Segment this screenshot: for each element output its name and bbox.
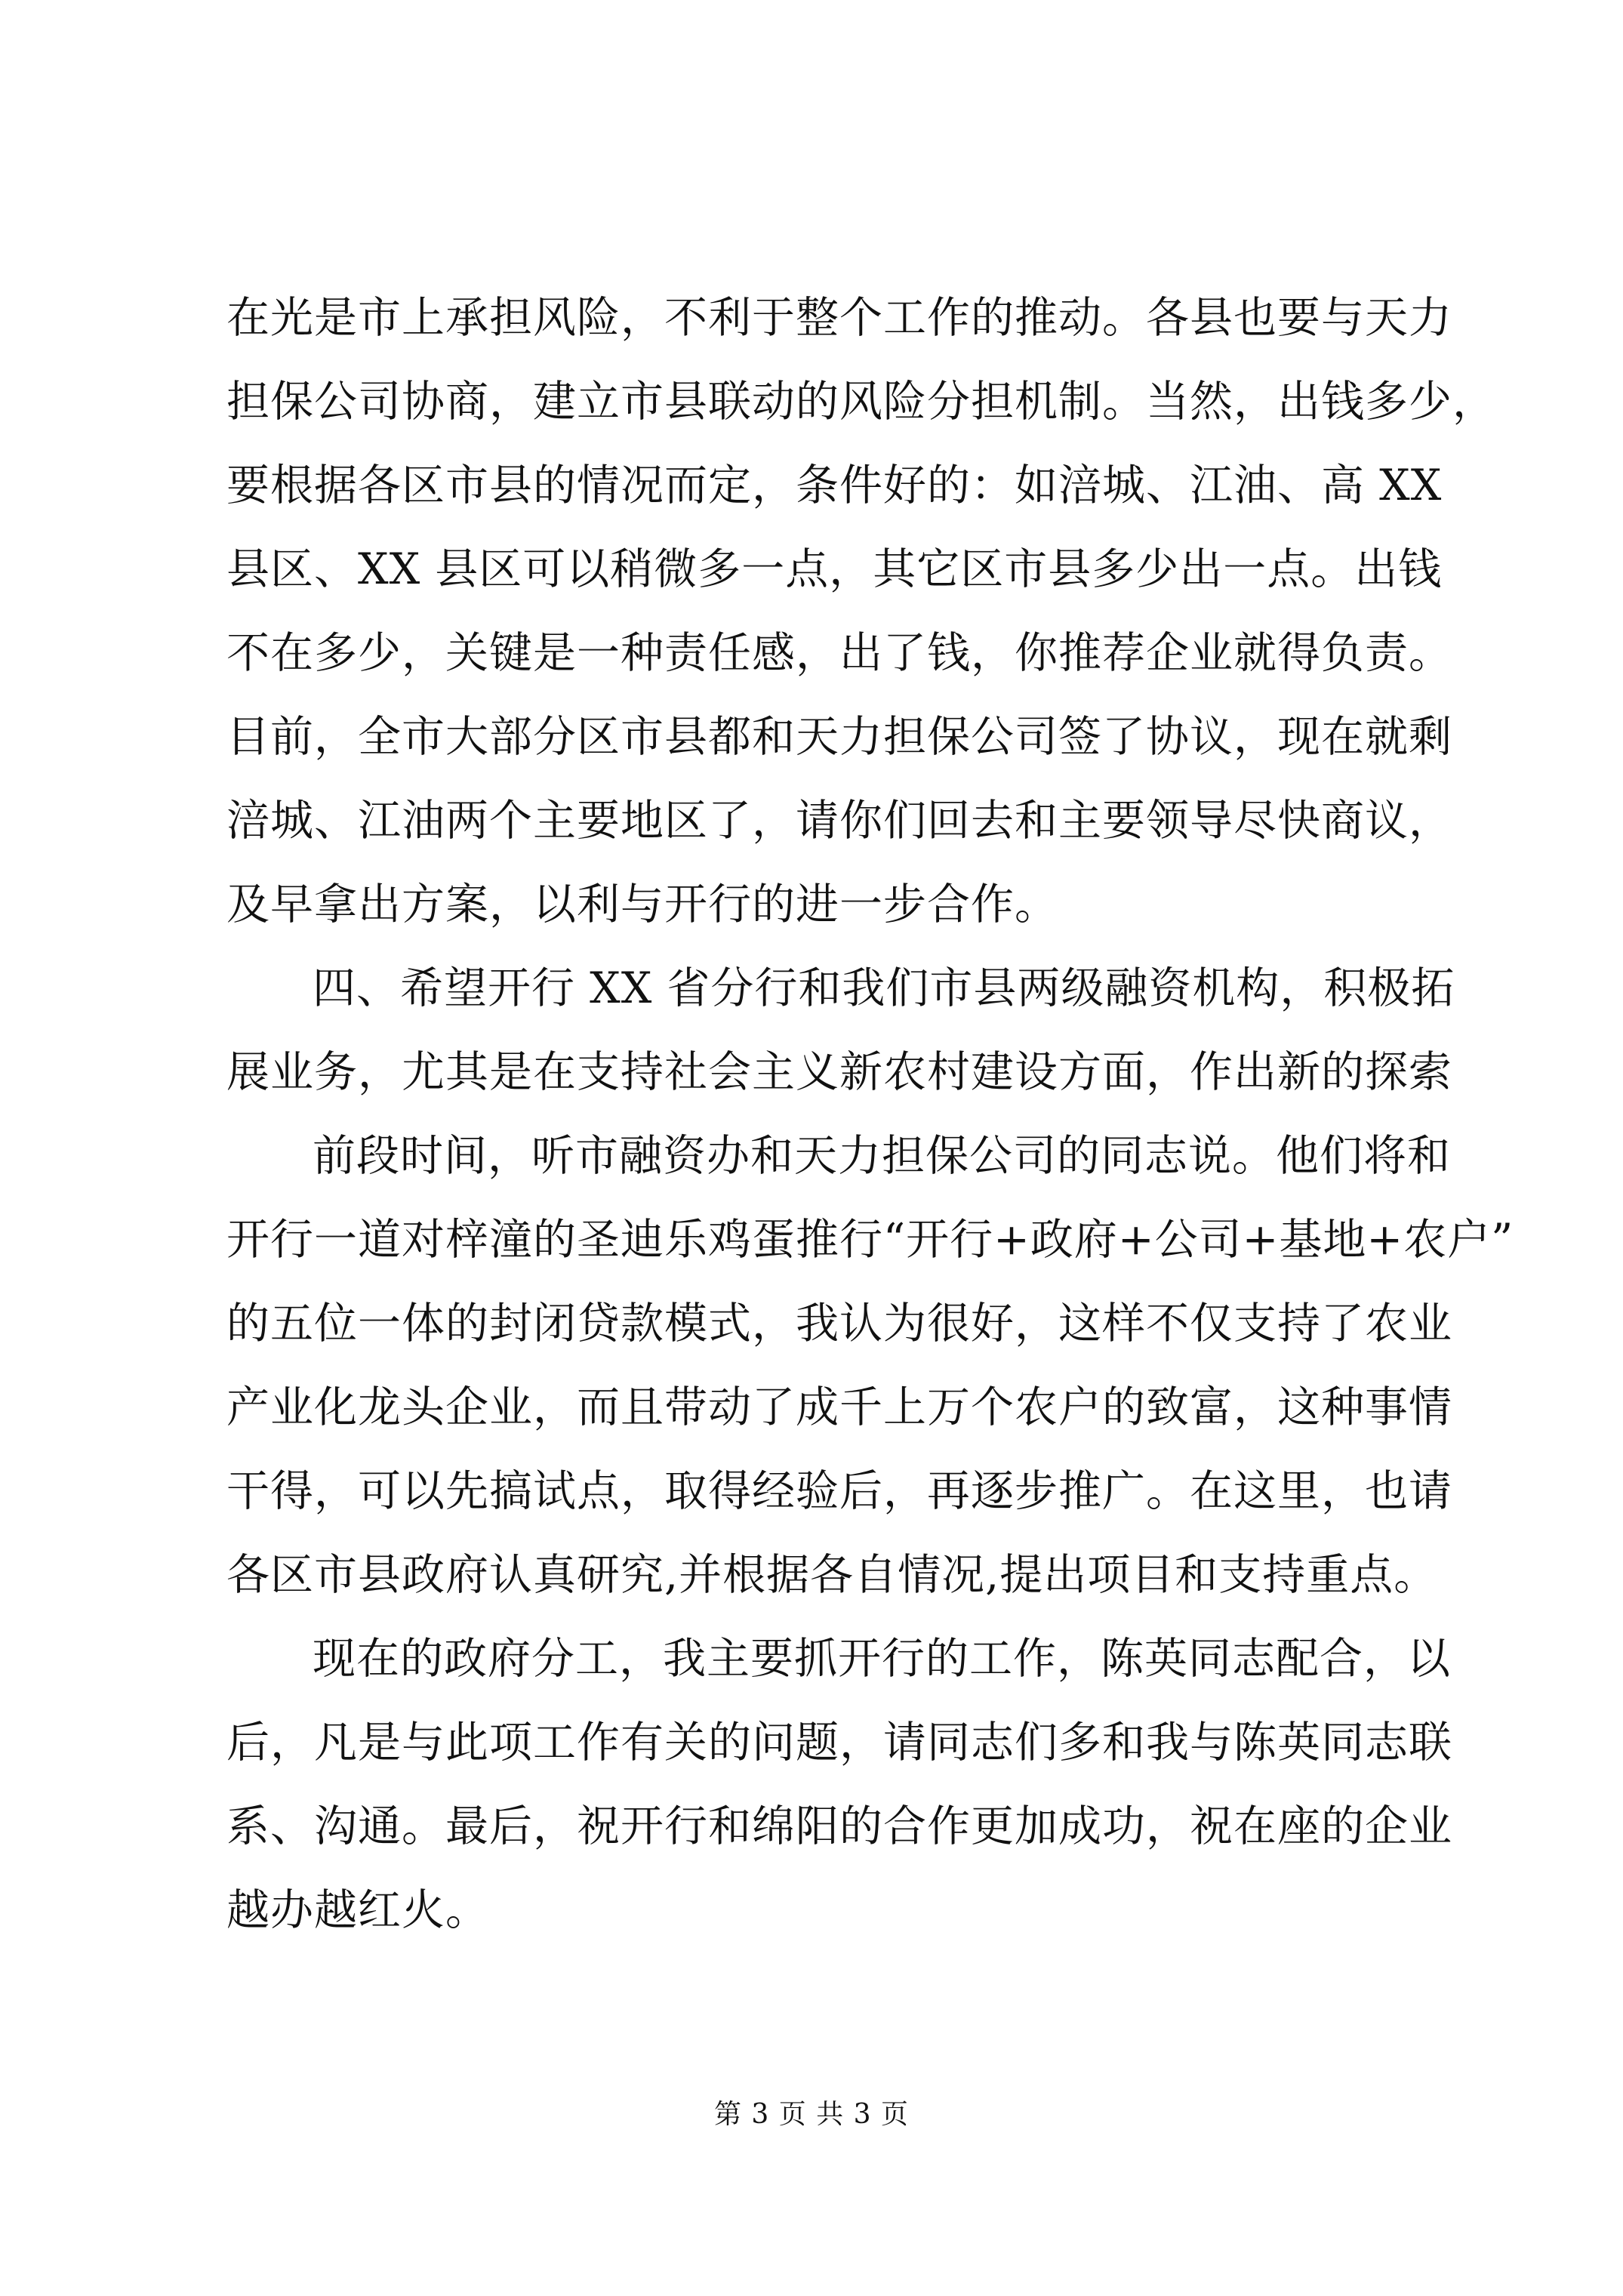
text-line: 后，凡是与此项工作有关的问题，请同志们多和我与陈英同志联	[226, 1718, 1452, 1767]
text-line: 的五位一体的封闭贷款模式，我认为很好，这样不仅支持了农业	[226, 1299, 1452, 1348]
text-line: 不在多少，关键是一种责任感，出了钱，你推荐企业就得负责。	[226, 628, 1452, 678]
text-line: 在光是市上承担风险，不利于整个工作的推动。各县也要与天力	[226, 293, 1452, 343]
text-line: 系、沟通。最后，祝开行和绵阳的合作更加成功，祝在座的企业	[226, 1801, 1452, 1851]
text-line: 县区、XX 县区可以稍微多一点，其它区市县多少出一点。出钱	[226, 544, 1443, 594]
text-line: 干得，可以先搞试点，取得经验后，再逐步推广。在这里，也请	[226, 1466, 1452, 1516]
text-line: 及早拿出方案，以利与开行的进一步合作。	[226, 880, 1058, 929]
text-line: 涪城、江油两个主要地区了，请你们回去和主要领导尽快商议，	[226, 796, 1452, 846]
text-line: 开行一道对梓潼的圣迪乐鸡蛋推行“开行+政府+公司+基地+农户”	[226, 1215, 1514, 1265]
document-body	[226, 276, 1514, 1952]
text-line: 产业化龙头企业，而且带动了成千上万个农户的致富，这种事情	[226, 1382, 1452, 1432]
text-line: 担保公司协商，建立市县联动的风险分担机制。当然，出钱多少，	[226, 377, 1496, 427]
text-line: 前段时间，听市融资办和天力担保公司的同志说。他们将和	[313, 1131, 1451, 1181]
text-line: 现在的政府分工，我主要抓开行的工作，陈英同志配合，以	[313, 1634, 1451, 1684]
text-line: 越办越红火。	[226, 1885, 489, 1935]
text-line: 展业务，尤其是在支持社会主义新农村建设方面，作出新的探索	[226, 1047, 1452, 1097]
text-line: 四、希望开行 XX 省分行和我们市县两级融资机构，积极拓	[313, 963, 1455, 1013]
text-line: 目前，全市大部分区市县都和天力担保公司签了协议，现在就剩	[226, 712, 1452, 762]
text-line: 各区市县政府认真研究,并根据各自情况,提出项目和支持重点。	[226, 1550, 1438, 1600]
text-line: 要根据各区市县的情况而定，条件好的：如涪城、江油、高 XX	[226, 461, 1443, 510]
page-footer: 第 3 页 共 3 页	[713, 2099, 910, 2130]
